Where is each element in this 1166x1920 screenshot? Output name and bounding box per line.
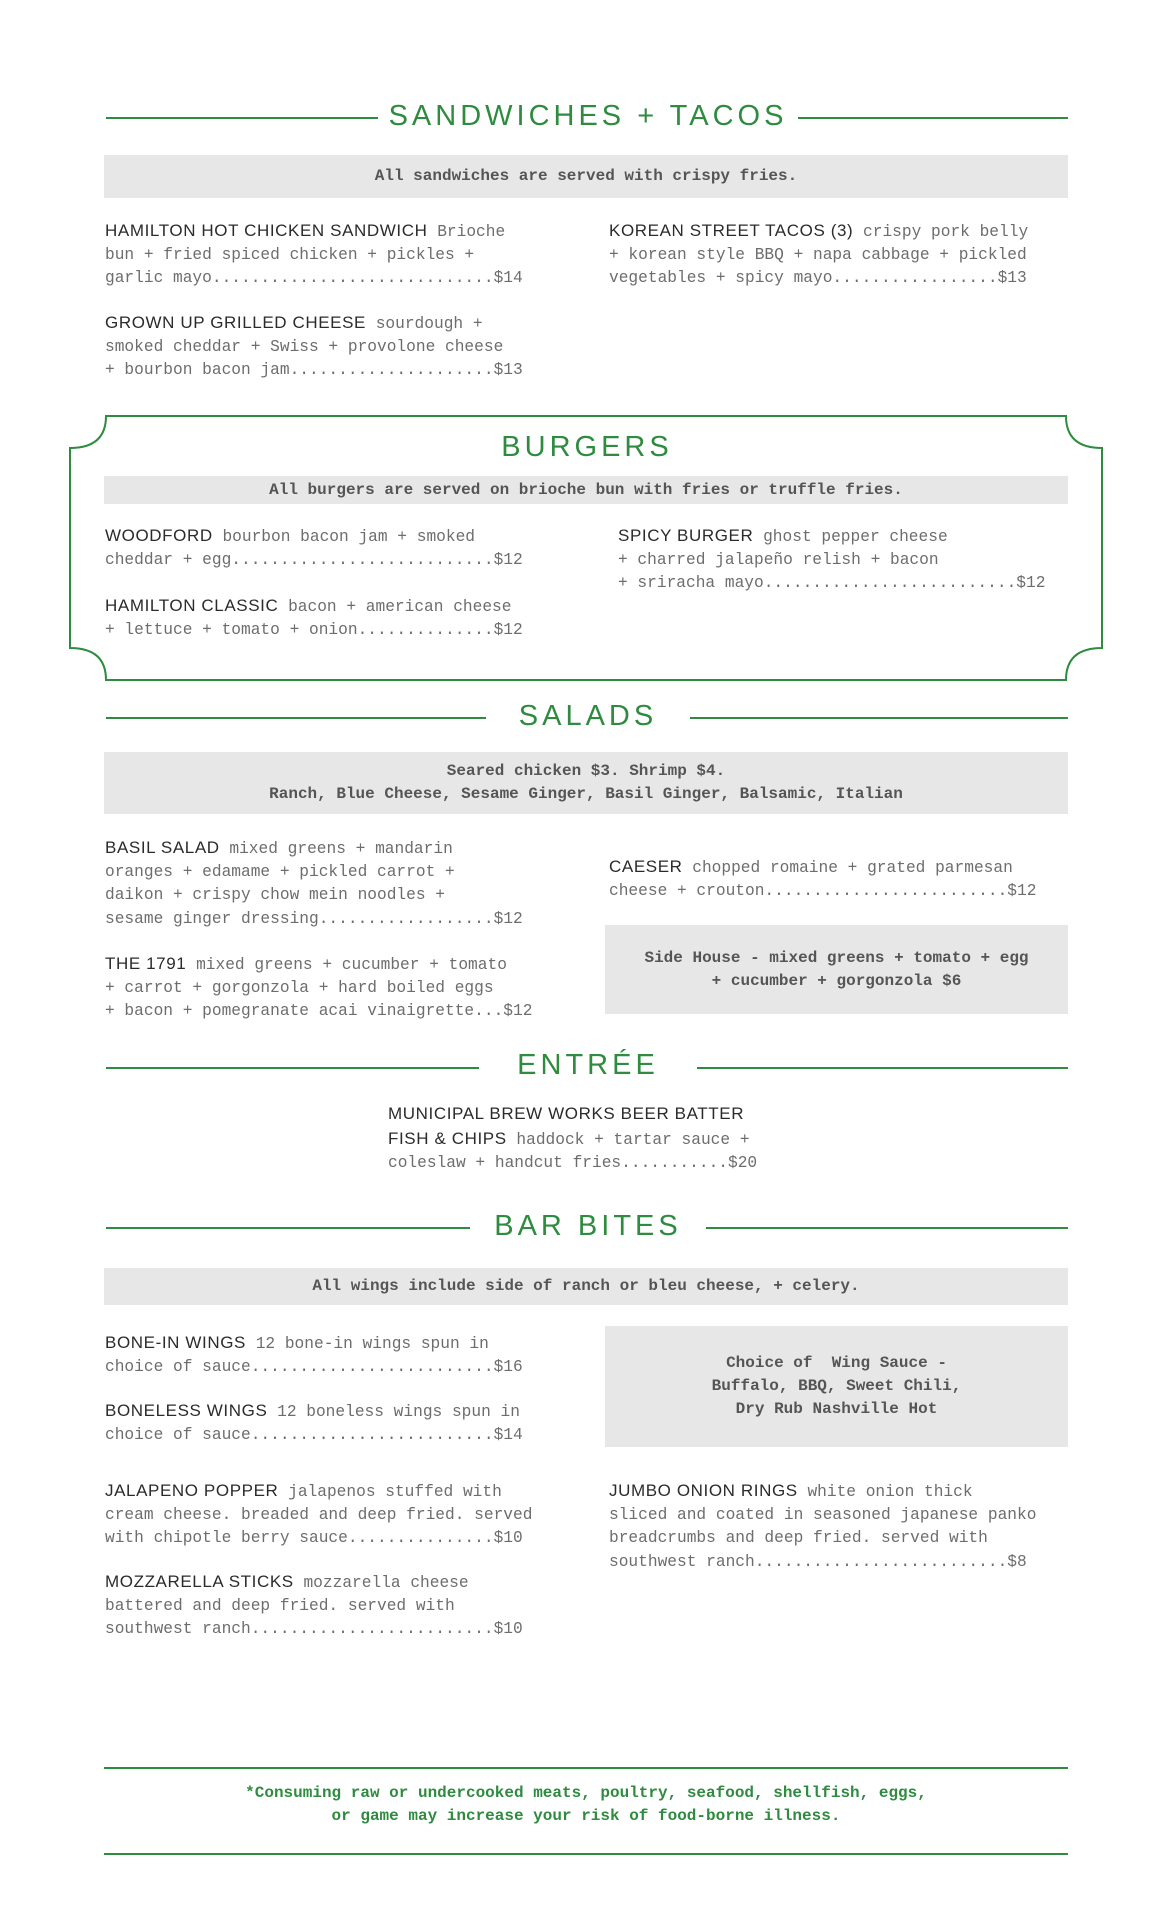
item-desc: crispy pork belly + korean style BBQ + napa cabbage + pickled vegetables + spicy mayo................. xyxy=(609,223,1029,288)
item-price: $12 xyxy=(493,621,523,640)
item-desc: haddock + tartar sauce + coleslaw + handcut fries........... xyxy=(388,1131,750,1173)
item-desc: ghost pepper cheese + charred jalapeño relish + bacon + sriracha mayo.......................... xyxy=(618,528,1017,593)
item-name: BASIL SALAD xyxy=(105,838,220,857)
disclaimer-rule-top xyxy=(104,1767,1068,1769)
health-disclaimer xyxy=(104,1782,1068,1828)
item-name: JALAPENO POPPER xyxy=(105,1481,279,1500)
divider-right xyxy=(706,1227,1068,1229)
sandwiches-note xyxy=(104,155,1068,198)
sandwiches-note-text: All sandwiches are served with crispy fries. xyxy=(374,167,798,185)
item-price: $12 xyxy=(1007,882,1037,901)
item-name: GROWN UP GRILLED CHEESE xyxy=(105,313,366,332)
side-house-line2: + cucumber + gorgonzola $6 xyxy=(711,971,962,990)
menu-item xyxy=(105,952,575,1024)
side-house-box xyxy=(605,925,1068,1014)
menu-item xyxy=(105,1331,575,1379)
divider-right xyxy=(690,717,1068,719)
divider-left xyxy=(106,1067,479,1069)
item-desc: jalapenos stuffed with cream cheese. breaded and deep fried. served with chipotle berry sauce............... xyxy=(105,1483,533,1548)
item-name: BONELESS WINGS xyxy=(105,1401,268,1420)
menu-item xyxy=(609,1479,1079,1574)
section-title-burgers: BURGERS xyxy=(501,431,673,463)
item-desc: mixed greens + mandarin oranges + edamame + pickled carrot + daikon + crispy chow mein noodles + sesame ginger dressing.................. xyxy=(105,840,494,928)
divider-left xyxy=(106,1227,470,1229)
item-name: SPICY BURGER xyxy=(618,526,754,545)
divider-right xyxy=(697,1067,1068,1069)
burgers-note xyxy=(104,476,1068,504)
item-price: $13 xyxy=(997,269,1027,288)
menu-item xyxy=(105,1479,575,1551)
disclaimer-line2: or game may increase your risk of food-borne illness. xyxy=(331,1807,841,1825)
burgers-note-text: All burgers are served on brioche bun with fries or truffle fries. xyxy=(269,480,903,499)
menu-item xyxy=(105,219,565,291)
item-price: $10 xyxy=(493,1529,523,1548)
item-name: JUMBO ONION RINGS xyxy=(609,1481,798,1500)
item-desc: mixed greens + cucumber + tomato + carrot + gorgonzola + hard boiled eggs + bacon + pomegranate acai vinaigrette... xyxy=(105,956,507,1021)
item-name: CAESER xyxy=(609,857,683,876)
item-desc: chopped romaine + grated parmesan cheese + crouton......................... xyxy=(609,859,1013,901)
item-name: WOODFORD xyxy=(105,526,213,545)
section-title-bar-bites: BAR BITES xyxy=(494,1210,682,1242)
menu-item xyxy=(105,1399,575,1447)
divider-left xyxy=(106,117,378,119)
disclaimer-line1: *Consuming raw or undercooked meats, poultry, seafood, shellfish, eggs, xyxy=(245,1784,927,1802)
item-price: $12 xyxy=(493,909,523,928)
section-title-entree: ENTRÉE xyxy=(517,1049,659,1081)
section-title-salads: SALADS xyxy=(518,700,658,732)
bar-bites-note xyxy=(104,1268,1068,1305)
item-price: $12 xyxy=(493,551,523,570)
item-price: $8 xyxy=(1007,1552,1027,1571)
salads-note-line2: Ranch, Blue Cheese, Sesame Ginger, Basil Ginger, Balsamic, Italian xyxy=(269,785,903,803)
item-price: $14 xyxy=(493,1426,523,1445)
menu-item xyxy=(609,855,1079,903)
side-house-line1: Side House - mixed greens + tomato + egg xyxy=(644,948,1029,967)
menu-item xyxy=(618,524,1088,596)
item-name: KOREAN STREET TACOS (3) xyxy=(609,221,854,240)
menu-item xyxy=(105,836,575,931)
item-name: HAMILTON HOT CHICKEN SANDWICH xyxy=(105,221,428,240)
item-name: THE 1791 xyxy=(105,954,187,973)
item-name: HAMILTON CLASSIC xyxy=(105,596,279,615)
wing-sauce-line3: Dry Rub Nashville Hot xyxy=(735,1400,938,1418)
item-price: $12 xyxy=(1016,574,1046,593)
item-name: MUNICIPAL BREW WORKS BEER BATTER FISH & CHIPS xyxy=(388,1104,745,1149)
section-title-sandwiches: SANDWICHES + TACOS xyxy=(388,100,788,132)
wing-sauce-line1: Choice of Wing Sauce - xyxy=(726,1354,947,1372)
menu-item xyxy=(105,524,575,572)
item-price: $12 xyxy=(503,1002,533,1021)
item-name: BONE-IN WINGS xyxy=(105,1333,246,1352)
menu-item xyxy=(105,311,565,383)
item-desc: white onion thick sliced and coated in seasoned japanese panko breadcrumbs and deep fried. served with southwest ranch.......................... xyxy=(609,1483,1037,1571)
wing-sauce-box xyxy=(605,1326,1068,1447)
item-desc: bourbon bacon jam + smoked cheddar + egg........................... xyxy=(105,528,494,570)
wing-sauce-line2: Buffalo, BBQ, Sweet Chili, xyxy=(711,1377,962,1395)
disclaimer-rule-bottom xyxy=(104,1853,1068,1855)
item-price: $10 xyxy=(493,1620,523,1639)
item-desc: bacon + american cheese + lettuce + tomato + onion.............. xyxy=(105,598,512,640)
item-desc: sourdough + smoked cheddar + Swiss + provolone cheese + bourbon bacon jam..................... xyxy=(105,315,504,380)
menu-item xyxy=(105,1570,575,1642)
menu-item xyxy=(105,594,575,642)
menu-item xyxy=(388,1102,808,1176)
menu-item xyxy=(609,219,1069,291)
item-price: $13 xyxy=(493,361,523,380)
item-price: $16 xyxy=(493,1358,523,1377)
divider-left xyxy=(106,717,486,719)
salads-note-line1: Seared chicken $3. Shrimp $4. xyxy=(446,762,726,780)
item-desc: mozzarella cheese battered and deep fried. served with southwest ranch......................... xyxy=(105,1574,494,1639)
item-desc: Brioche bun + fried spiced chicken + pickles + garlic mayo............................. xyxy=(105,223,506,288)
bar-bites-note-text: All wings include side of ranch or bleu cheese, + celery. xyxy=(312,1277,860,1295)
item-price: $14 xyxy=(493,269,523,288)
salads-note xyxy=(104,752,1068,814)
item-desc: 12 boneless wings spun in choice of sauce......................... xyxy=(105,1403,520,1445)
divider-right xyxy=(798,117,1068,119)
item-desc: 12 bone-in wings spun in choice of sauce......................... xyxy=(105,1335,494,1377)
item-price: $20 xyxy=(728,1154,758,1173)
item-name: MOZZARELLA STICKS xyxy=(105,1572,294,1591)
